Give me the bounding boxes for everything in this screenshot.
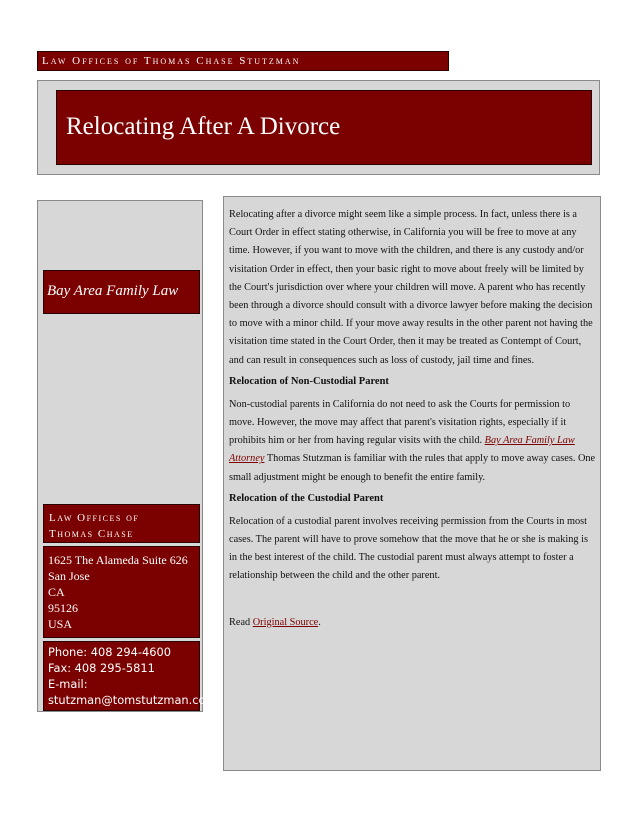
- address-box: [43, 546, 200, 638]
- sidebar: [37, 200, 206, 712]
- firm-name-bar: [37, 51, 449, 71]
- firm-name: Law Offices of Thomas Chase Stutzman: [42, 55, 301, 67]
- para1-text-after: Thomas Stutzman is familiar with the rules that apply to move away cases. One small adjustment might be enough to benefit the entire family.: [229, 453, 596, 483]
- title-box: [56, 90, 592, 165]
- address-zip: 95126: [48, 601, 78, 615]
- tagline-box: [43, 270, 200, 314]
- phone: Phone: 408 294-4600: [48, 645, 171, 659]
- fax: Fax: 408 295-5811: [48, 661, 155, 675]
- read-suffix: .: [318, 616, 321, 628]
- intro-paragraph: Relocating after a divorce might seem like a simple process. In fact, unless there is a Court Order in effect stating otherwise, in California you will be free to move at any time. However, if you want to move with the children, and there is any custody and/or visitation Order in effect, then your basic right to move about freely will be limited by the Court's jurisdiction over where your children will move. A parent who has recently been through a divorce should consult with a divorce lawyer before making the decision to move with a minor child. If your move away results in the other parent not having the visitation time stated in the Court Order, then it may be treated as Contempt of Court, and can result in consequences such as loss of custody, jail time and fines.: [229, 209, 593, 366]
- read-source-line: [229, 614, 597, 632]
- address-state: CA: [48, 585, 65, 599]
- non-custodial-paragraph: [229, 396, 597, 487]
- address-street: 1625 The Alameda Suite 626: [48, 553, 188, 567]
- original-source-link[interactable]: Original Source: [252, 616, 319, 628]
- article-content: [229, 206, 597, 632]
- tagline: Bay Area Family Law: [47, 283, 179, 299]
- article-panel: [223, 196, 601, 771]
- heading-non-custodial: Relocation of Non-Custodial Parent: [229, 375, 389, 387]
- email-address[interactable]: stutzman@tomstutzman.co: [48, 693, 206, 707]
- firm-line-1: Law Offices of: [49, 512, 140, 524]
- bay-area-attorney-link[interactable]: Bay Area Family Law Attorney: [229, 435, 575, 465]
- address-country: USA: [48, 617, 73, 631]
- read-prefix: Read: [229, 616, 253, 628]
- address-city: San Jose: [48, 569, 90, 583]
- firm-name-box: [43, 504, 200, 543]
- contact-box: [43, 641, 206, 711]
- title-panel: [37, 80, 600, 175]
- firm-line-2: Thomas Chase: [49, 528, 134, 540]
- para1-text-before: Non-custodial parents in California do not need to ask the Courts for permission to move. However, the move may affect that parent's visitation rights, especially if it prohibits him or her from having regular visits with the child.: [229, 398, 571, 447]
- email-label: E-mail:: [48, 677, 88, 691]
- page-title: Relocating After A Divorce: [66, 113, 341, 140]
- heading-custodial: Relocation of the Custodial Parent: [229, 492, 384, 504]
- custodial-paragraph: Relocation of a custodial parent involves receiving permission from the Courts in most cases. The parent will have to prove somehow that the move that he or she is making is in the best interest of the child. The custodial parent must always attempt to foster a relationship between the child and the other parent.: [229, 515, 588, 582]
